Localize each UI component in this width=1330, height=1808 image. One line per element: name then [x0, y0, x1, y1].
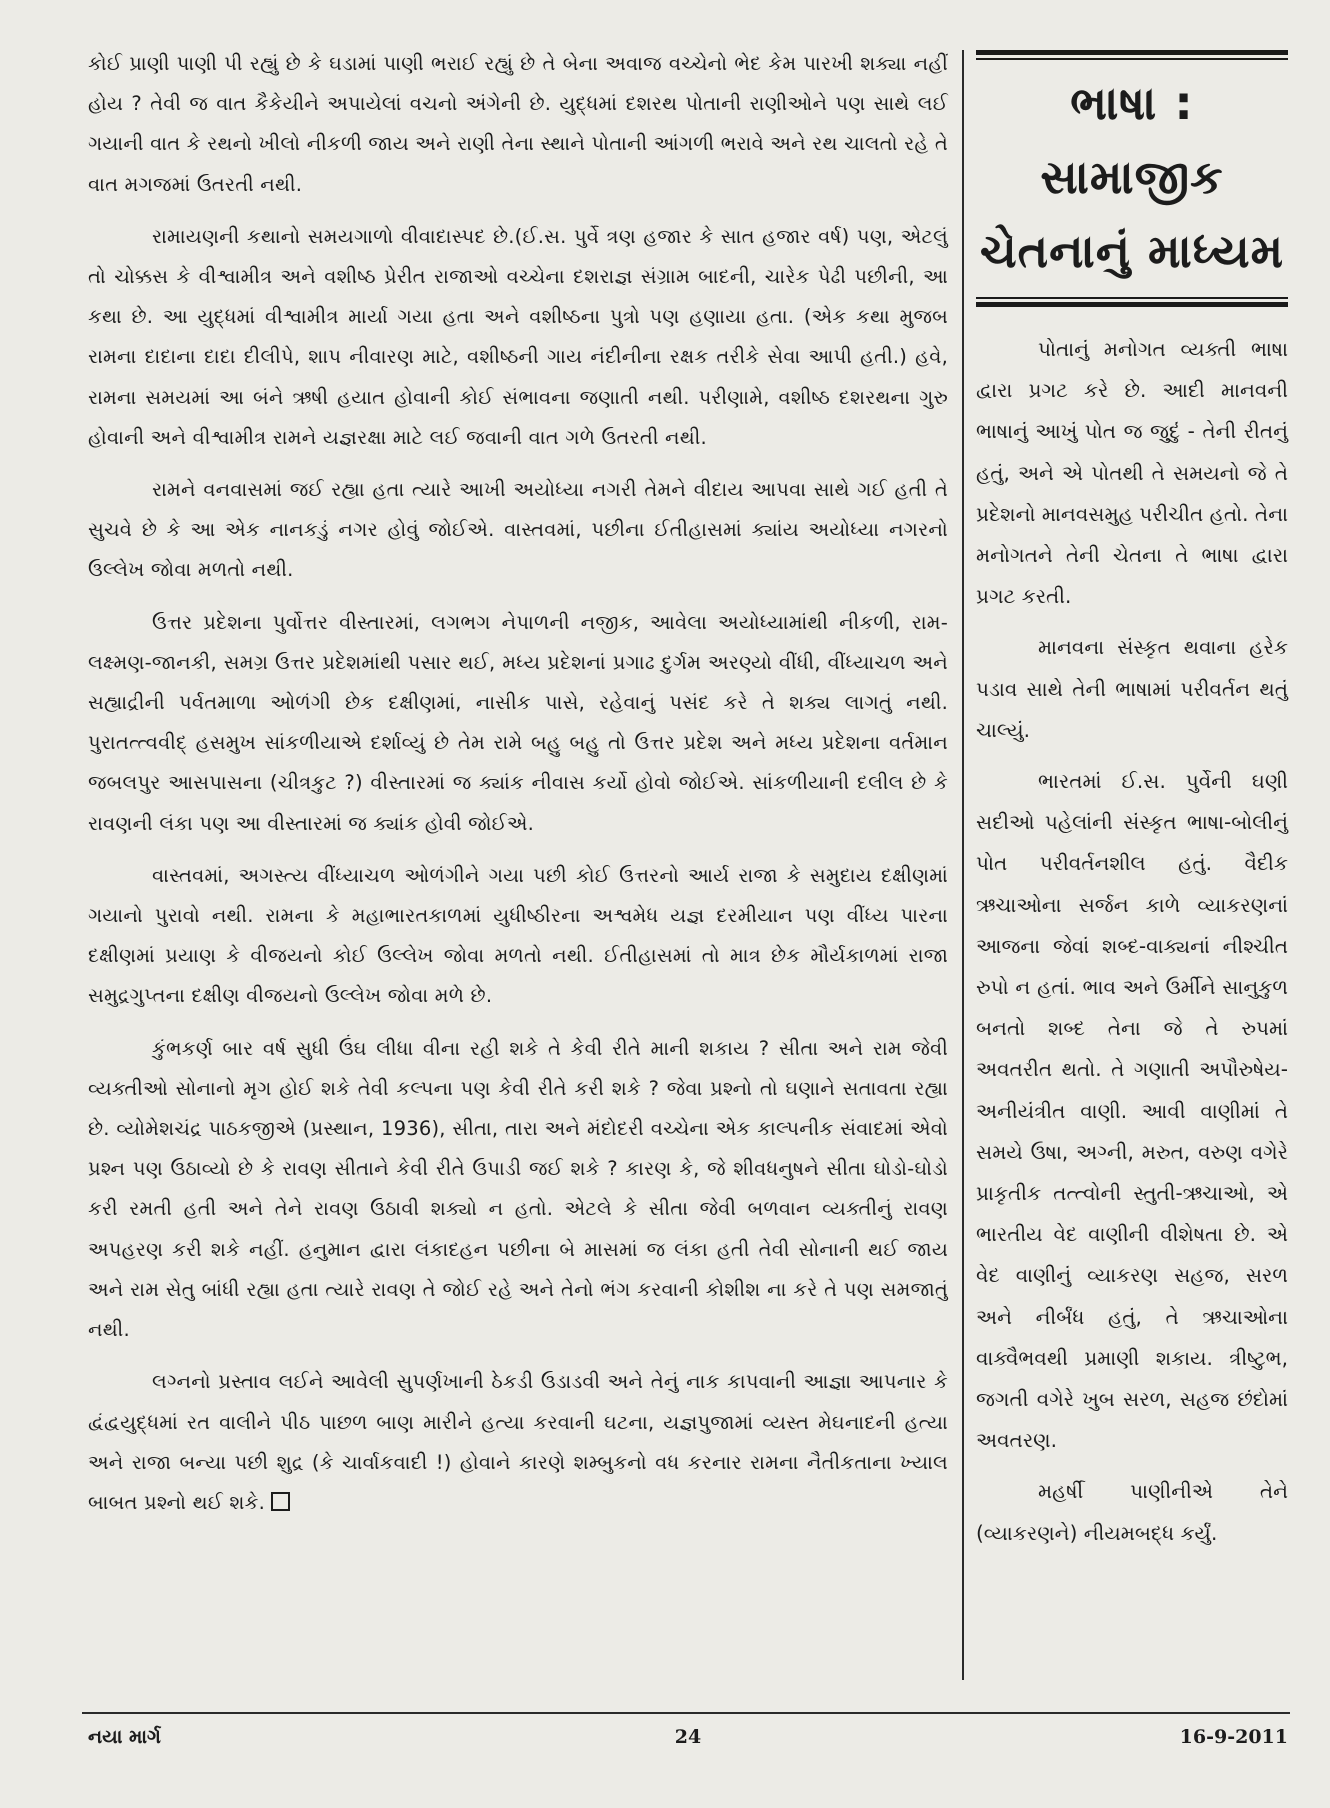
sidebar-title-line-1: ભાષા : સામાજીક — [1040, 76, 1224, 204]
main-article — [88, 44, 948, 1535]
sidebar-paragraph-3: ભારતમાં ઈ.સ. પુર્વેની ઘણી સદીઓ પહેલાંની સંસ્કૃત ભાષા-બોલીનું પોત પરીવર્તનશીલ હતું. વૈદીક ઋચાઓના સર્જન કાળે વ્યાકરણનાં આજના જેવાં શબ્દ-વાક્યનાં નીશ્ચીત રુપો ન હતાં. ભાવ અને ઉર્મીને સાનુકુળ બનતો શબ્દ તેના જે તે રુપમાં અવતરીત થતો. તે ગણાતી અપૌરુષેય-અનીયંત્રીત વાણી. આવી વાણીમાં તે સમયે ઉષા, અગ્ની, મરુત, વરુણ વગેરે પ્રાકૃતીક તત્ત્વોની સ્તુતી-ઋચાઓ, એ ભારતીય વેદ વાણીની વીશેષતા છે. એ વેદ વાણીનું વ્યાકરણ સહજ, સરળ અને નીર્બંધ હતું, તે ઋચાઓના વાક્વૈભવથી પ્રમાણી શકાય. ત્રીષ્ટુભ, જગતી વગેરે ખુબ સરળ, સહજ છંદોમાં અવતરણ. — [976, 769, 1288, 1453]
page-footer — [88, 1726, 1288, 1756]
page-number: 24 — [674, 1726, 702, 1748]
sidebar-body — [976, 329, 1288, 1554]
sidebar-paragraph-4: મહર્ષી પાણીનીએ તેને (વ્યાકરણને) નીયમબદ્ધ કર્યું. — [976, 1479, 1288, 1545]
sidebar-bottom-rule — [976, 302, 1288, 307]
article-paragraph-4: ઉત્તર પ્રદેશના પુર્વોત્તર વીસ્તારમાં, લગભગ નેપાળની નજીક, આવેલા અયોધ્યામાંથી નીકળી, રામ-લક્ષ્મણ-જાનકી, સમગ્ર ઉત્તર પ્રદેશમાંથી પસાર થઈ, મધ્ય પ્રદેશનાં પ્રગાઢ દુર્ગમ અરણ્યો વીંધી, વીંધ્યાચળ અને સહ્યાદ્રીની પર્વતમાળા ઓળંગી છેક દક્ષીણમાં, નાસીક પાસે, રહેવાનું પસંદ કરે તે શક્ય લાગતું નથી. પુરાતત્ત્વવીદ્ હસમુખ સાંકળીયાએ દર્શાવ્યું છે તેમ રામે બહુ બહુ તો ઉત્તર પ્રદેશ અને મધ્ય પ્રદેશના વર્તમાન જબલપુર આસપાસના (ચીત્રકુટ ?) વીસ્તારમાં જ ક્યાંક નીવાસ કર્યો હોવો જોઈએ. સાંકળીયાની દલીલ છે કે રાવણની લંકા પણ આ વીસ્તારમાં જ ક્યાંક હોવી જોઈએ. — [88, 610, 948, 835]
article-paragraph-1: કોઈ પ્રાણી પાણી પી રહ્યું છે કે ઘડામાં પાણી ભરાઈ રહ્યું છે તે બેના અવાજ વચ્ચેનો ભેદ કેમ પારખી શક્યા નહીં હોય ? તેવી જ વાત કૈકેયીને અપાયેલાં વચનો અંગેની છે. યુદ્ધમાં દશરથ પોતાની રાણીઓને પણ સાથે લઈ ગયાની વાત કે રથનો ખીલો નીકળી જાય અને રાણી તેના સ્થાને પોતાની આંગળી ભરાવે અને રથ ચાલતો રહે તે વાત મગજમાં ઉતરતી નથી. — [88, 52, 948, 196]
sidebar-paragraph-2: માનવના સંસ્કૃત થવાના હરેક પડાવ સાથે તેની ભાષામાં પરીવર્તન થતું ચાલ્યું. — [976, 635, 1288, 742]
publication-name: નયા માર્ગ — [88, 1726, 161, 1748]
sidebar-bottom-rule-thin — [976, 297, 1288, 299]
article-paragraph-6: કુંભકર્ણ બાર વર્ષ સુધી ઉંઘ લીધા વીના રહી શકે તે કેવી રીતે માની શકાય ? સીતા અને રામ જેવી વ્યક્તીઓ સોનાનો મૃગ હોઈ શકે તેવી કલ્પના પણ કેવી રીતે કરી શકે ? જેવા પ્રશ્નો તો ઘણાને સતાવતા રહ્યા છે. વ્યોમેશચંદ્ર પાઠકજીએ (પ્રસ્થાન, 1936), સીતા, તારા અને મંદોદરી વચ્ચેના એક કાલ્પનીક સંવાદમાં એવો પ્રશ્ન પણ ઉઠાવ્યો છે કે રાવણ સીતાને કેવી રીતે ઉપાડી જઈ શકે ? કારણ કે, જે શીવધનુષને સીતા ઘોડો-ઘોડો કરી રમતી હતી અને તેને રાવણ ઉઠાવી શક્યો ન હતો. એટલે કે સીતા જેવી બળવાન વ્યક્તીનું રાવણ અપહરણ કરી શકે નહીં. હનુમાન દ્વારા લંકાદહન પછીના બે માસમાં જ લંકા હતી તેવી સોનાની થઈ જાય અને રામ સેતુ બાંધી રહ્યા હતા ત્યારે રાવણ તે જોઈ રહે અને તેનો ભંગ કરવાની કોશીશ ના કરે તે પણ સમજાતું નથી. — [88, 1036, 948, 1342]
sidebar-paragraph-1: પોતાનું મનોગત વ્યક્તી ભાષા દ્વારા પ્રગટ કરે છે. આદી માનવની ભાષાનું આખું પોત જ જુદું - તેની રીતનું હતું, અને એ પોતથી તે સમયનો જે તે પ્રદેશનો માનવસમુહ પરીચીત હતો. તેના મનોગતને તેની ચેતના તે ભાષા દ્વારા પ્રગટ કરતી. — [976, 337, 1288, 609]
footer-rule — [82, 1712, 1290, 1714]
end-mark-icon — [271, 1492, 290, 1511]
article-paragraph-3: રામને વનવાસમાં જઈ રહ્યા હતા ત્યારે આખી અયોધ્યા નગરી તેમને વીદાય આપવા સાથે ગઈ હતી તે સુચવે છે કે આ એક નાનકડું નગર હોવું જોઈએ. વાસ્તવમાં, પછીના ઈતીહાસમાં ક્યાંય અયોધ્યા નગરનો ઉલ્લેખ જોવા મળતો નથી. — [88, 478, 948, 582]
sidebar-title — [976, 60, 1288, 294]
sidebar-top-rule — [976, 50, 1288, 55]
article-paragraph-7-wrap — [88, 1362, 948, 1523]
article-paragraph-2: રામાયણની કથાનો સમયગાળો વીવાદાસ્પદ છે.(ઈ.સ. પુર્વે ત્રણ હજાર કે સાત હજાર વર્ષ) પણ, એટલું તો ચોક્કસ કે વીશ્વામીત્ર અને વશીષ્ઠ પ્રેરીત રાજાઓ વચ્ચેના દશરાજ્ઞ સંગ્રામ બાદની, ચારેક પેઢી પછીની, આ કથા છે. આ યુદ્ધમાં વીશ્વામીત્ર માર્યા ગયા હતા અને વશીષ્ઠના પુત્રો પણ હણાયા હતા. (એક કથા મુજબ રામના દાદાના દાદા દીલીપે, શાપ નીવારણ માટે, વશીષ્ઠની ગાય નંદીનીના રક્ષક તરીકે સેવા આપી હતી.) હવે, રામના સમયમાં આ બંને ઋષી હયાત હોવાની કોઈ સંભાવના જણાતી નથી. પરીણામે, વશીષ્ઠ દશરથના ગુરુ હોવાની અને વીશ્વામીત્ર રામને યજ્ઞરક્ષા માટે લઈ જવાની વાત ગળે ઉતરતી નથી. — [88, 224, 948, 449]
article-paragraph-7: લગ્નનો પ્રસ્તાવ લઈને આવેલી સુપર્ણખાની ઠેકડી ઉડાડવી અને તેનું નાક કાપવાની આજ્ઞા આપનાર કે દ્વંદ્વયુદ્ધમાં રત વાલીને પીઠ પાછળ બાણ મારીને હત્યા કરવાની ઘટના, યજ્ઞપુજામાં વ્યસ્ત મેઘનાદની હત્યા અને રાજા બન્યા પછી શુદ્ર (કે ચાર્વાકવાદી !) હોવાને કારણે શમ્બુકનો વધ કરનાર રામના નૈતીકતાના ખ્યાલ બાબત પ્રશ્નો થઈ શકે. — [88, 1370, 948, 1514]
sidebar-title-line-2: ચેતનાનું માધ્યમ — [979, 224, 1285, 278]
column-divider — [962, 50, 964, 1680]
sidebar-box — [976, 50, 1288, 1564]
issue-date: 16-9-2011 — [1179, 1726, 1288, 1748]
article-paragraph-5: વાસ્તવમાં, અગસ્ત્ય વીંધ્યાચળ ઓળંગીને ગયા પછી કોઈ ઉત્તરનો આર્ય રાજા કે સમુદાય દક્ષીણમાં ગયાનો પુરાવો નથી. રામના કે મહાભારતકાળમાં યુધીષ્ઠીરના અશ્વમેધ યજ્ઞ દરમીયાન પણ વીંધ્ય પારના દક્ષીણમાં પ્રયાણ કે વીજયનો કોઈ ઉલ્લેખ જોવા મળતો નથી. ઈતીહાસમાં તો માત્ર છેક મૌર્યકાળમાં રાજા સમુદ્રગુપ્તના દક્ષીણ વીજયનો ઉલ્લેખ જોવા મળે છે. — [88, 863, 948, 1008]
